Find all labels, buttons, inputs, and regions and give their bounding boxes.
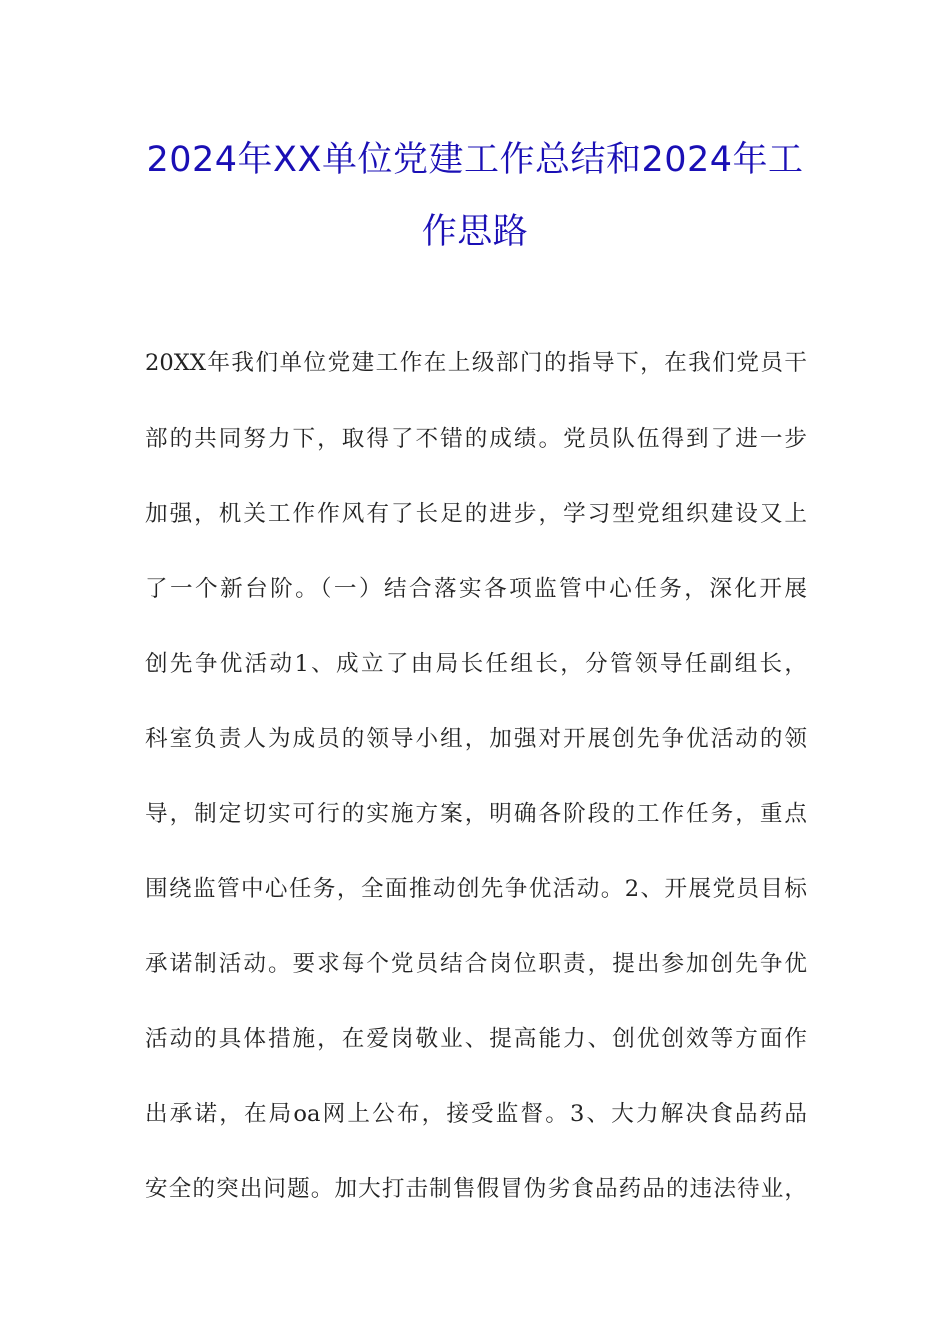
body-line-6: 科室负责人为成员的领导小组，加强对开展创先争优活动的领 (145, 726, 807, 752)
body-line-1: 20XX年我们单位党建工作在上级部门的指导下，在我们党员干 (145, 350, 807, 376)
document-title-line-2: 作思路 (421, 212, 529, 252)
body-line-12: 安全的突出问题。加大打击制售假冒伪劣食品药品的违法待业， (145, 1176, 807, 1202)
body-line-9: 承诺制活动。要求每个党员结合岗位职责，提出参加创先争优 (145, 951, 807, 977)
body-line-7: 导，制定切实可行的实施方案，明确各阶段的工作任务，重点 (145, 801, 807, 827)
body-line-10: 活动的具体措施，在爱岗敬业、提高能力、创优创效等方面作 (145, 1026, 807, 1052)
body-line-8: 围绕监管中心任务，全面推动创先争优活动。2、开展党员目标 (145, 876, 807, 902)
body-line-11: 出承诺，在局oa网上公布，接受监督。3、大力解决食品药品 (145, 1101, 807, 1127)
document-title-line-1: 2024年XX单位党建工作总结和2024年工 (146, 140, 804, 180)
body-line-2: 部的共同努力下，取得了不错的成绩。党员队伍得到了进一步 (145, 426, 807, 452)
body-line-3: 加强，机关工作作风有了长足的进步，学习型党组织建设又上 (145, 501, 807, 527)
body-line-4: 了一个新台阶。（一）结合落实各项监管中心任务，深化开展 (145, 576, 807, 602)
body-line-5: 创先争优活动1、成立了由局长任组长，分管领导任副组长， (145, 651, 807, 677)
